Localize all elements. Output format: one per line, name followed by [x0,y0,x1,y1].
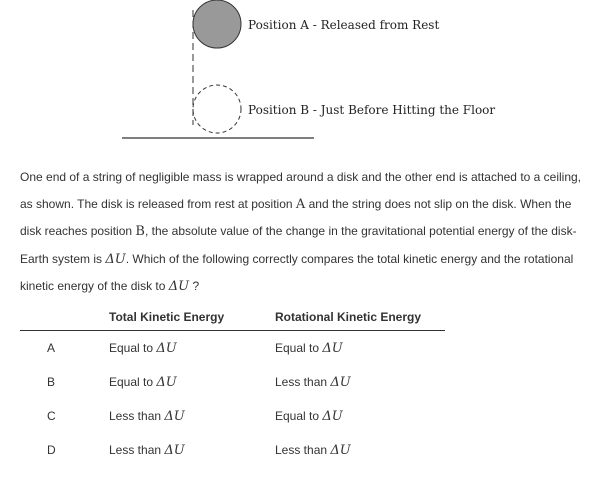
choice-rotational: Less than ΔU [275,374,351,390]
disk-string-diagram [0,0,600,150]
choice-total: Less than ΔU [109,408,185,424]
answer-choices-table [20,304,445,467]
delta-u-symbol: ΔU [164,408,185,424]
disk-position-a [193,0,241,48]
choice-rotational: Equal to ΔU [275,340,343,356]
header-letter [20,304,109,331]
position-b-label: Position B - Just Before Hitting the Floor [248,103,496,117]
table-row [20,331,445,366]
question-text [20,164,590,301]
position-a-symbol: A [295,196,306,212]
delta-u-symbol: ΔU [156,374,177,390]
question-part5: ? [189,279,200,293]
delta-u-symbol: ΔU [322,408,343,424]
delta-u-symbol: ΔU [330,442,351,458]
header-total-kinetic-energy: Total Kinetic Energy [109,304,275,331]
choice-letter: A [47,341,56,355]
delta-u-symbol-2: ΔU [168,279,190,294]
delta-u-symbol: ΔU [164,442,185,458]
table-row [20,365,445,399]
choice-letter: C [47,409,56,423]
choice-rotational: Less than ΔU [275,442,351,458]
question-part3: , the absolute value of the change in the gravitational potential energy of the disk-Earth system is [20,224,577,266]
choice-total: Less than ΔU [109,442,185,458]
position-b-symbol: B [135,224,145,239]
delta-u-symbol: ΔU [156,340,177,356]
choice-letter: D [47,443,56,457]
position-a-label: Position A - Released from Rest [248,18,440,32]
delta-u-symbol: ΔU [322,340,343,356]
choice-rotational: Equal to ΔU [275,408,343,424]
delta-u-symbol: ΔU [330,374,351,390]
choice-letter: B [47,375,56,389]
table-header-row [20,304,445,331]
question-part2: and the string does not slip on the disk. When the disk reaches position [20,196,572,238]
choice-total: Equal to ΔU [109,374,177,390]
choice-total: Equal to ΔU [109,340,177,356]
question-part1: One end of a string of negligible mass is wrapped around a disk and the other end is attached to a ceiling, as shown. The disk is released from rest at position [20,170,582,211]
delta-u-symbol: ΔU [105,251,126,267]
table-row [20,433,445,467]
header-rotational-kinetic-energy: Rotational Kinetic Energy [275,304,445,331]
question-part4: . Which of the following correctly compares the total kinetic energy and the rotational kinetic energy of the disk to [20,251,574,293]
disk-position-b [193,85,241,133]
table-row [20,399,445,433]
